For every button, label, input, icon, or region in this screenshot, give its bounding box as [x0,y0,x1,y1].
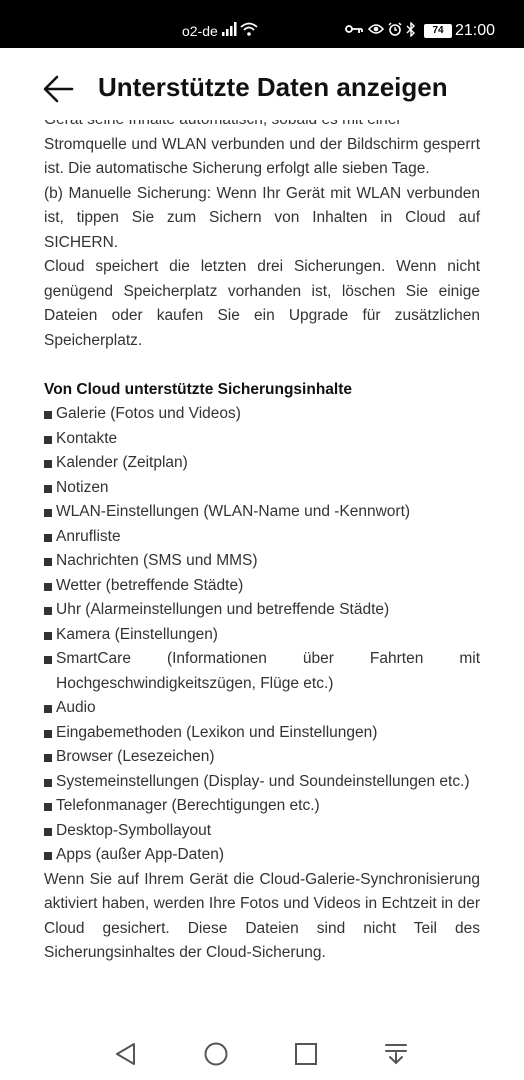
list-item: Desktop-Symbollayout [44,819,480,844]
list-item: Uhr (Alarmeinstellungen und betreffende Städte) [44,598,480,623]
app-header [0,48,524,120]
key-icon [345,23,363,35]
backup-content-list [44,402,480,868]
list-item: WLAN-Einstellungen (WLAN-Name und -Kennwort) [44,500,480,525]
eye-icon [368,23,384,35]
clock: 21:00 [455,22,496,39]
system-nav-bar [0,1020,524,1080]
list-item: Eingabemethoden (Lexikon und Einstellungen) [44,721,480,746]
list-item: Browser (Lesezeichen) [44,745,480,770]
list-item: Galerie (Fotos und Videos) [44,402,480,427]
signal-icon [222,22,238,36]
list-item: Nachrichten (SMS und MMS) [44,549,480,574]
list-item: Anrufliste [44,525,480,550]
wifi-icon [240,22,258,36]
carrier-label: o2-de [182,23,218,39]
list-item: Telefonmanager (Berechtigungen etc.) [44,794,480,819]
square-recent-icon[interactable] [292,1040,320,1068]
list-item: Notizen [44,476,480,501]
list-item: Apps (außer App-Daten) [44,843,480,868]
pull-down-icon[interactable] [382,1040,410,1068]
list-item: Audio [44,696,480,721]
list-item: Kalender (Zeitplan) [44,451,480,476]
alarm-icon [388,22,402,36]
paragraph-storage: Cloud speichert die letzten drei Sicherungen. Wenn nicht genügend Speicherplatz vorhanden ist, löschen Sie einige Dateien oder kaufen Sie ein Upgrade für zusätzlichen Speicherplatz. [44,258,480,349]
section-title: Von Cloud unterstützte Sicherungsinhalte [44,380,353,398]
list-item: SmartCare (Informationen über Fahrten mit Hochgeschwindigkeitszügen, Flüge etc.) [44,647,480,696]
battery-indicator: 74 [424,24,452,38]
paragraph-auto-backup: Stromquelle und WLAN verbunden und der Bildschirm gesperrt ist. Die automatische Sicherung erfolgt alle sieben Tage. [44,135,480,177]
status-bar [0,0,524,48]
paragraph-manual-backup: (b) Manuelle Sicherung: Wenn Ihr Gerät mit WLAN verbunden ist, tippen Sie zum Sichern von Inhalten in Cloud auf SICHERN. [44,184,480,251]
triangle-back-icon[interactable] [112,1040,140,1068]
spacer [44,353,480,378]
list-item: Wetter (betreffende Städte) [44,574,480,599]
list-item: Kontakte [44,427,480,452]
page-title: Unterstützte Daten anzeigen [98,72,448,102]
list-item: Systemeinstellungen (Display- und Soundeinstellungen etc.) [44,770,480,795]
bluetooth-icon [406,22,416,37]
paragraph-gallery-sync: Wenn Sie auf Ihrem Gerät die Cloud-Galerie-Synchronisierung aktiviert haben, werden Ihre Fotos und Videos in Echtzeit in der Cloud gesichert. Diese Dateien sind nicht Teil des Sicherungsinhaltes der Cloud-Sicherung. [44,870,480,961]
circle-home-icon[interactable] [202,1040,230,1068]
list-item: Kamera (Einstellungen) [44,623,480,648]
arrow-left-icon[interactable] [42,72,76,106]
help-content [44,108,480,966]
